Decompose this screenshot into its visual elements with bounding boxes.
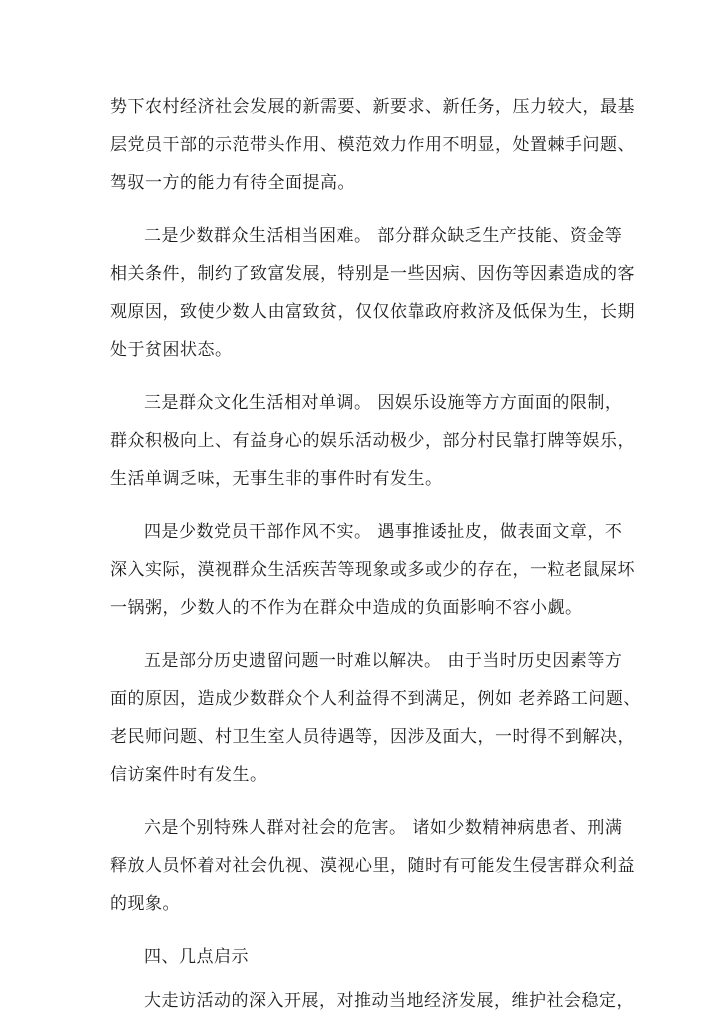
text-line: 层党员干部的示范带头作用、模范效力作用不明显，处置棘手问题、 (110, 135, 635, 155)
text-line: 群众积极向上、有益身心的娱乐活动极少，部分村民靠打牌等娱乐， (110, 431, 635, 451)
text-line: 释放人员怀着对社会仇视、漠视心里，随时有可能发生侵害群众利益 (110, 856, 635, 876)
text-line: 深入实际，漠视群众生活疾苦等现象或多或少的存在，一粒老鼠屎坏 (110, 560, 635, 580)
paragraph-item-2 (110, 217, 635, 369)
text-line: 面的原因，造成少数群众个人利益得不到满足，例如 老养路工问题、 (110, 689, 641, 709)
paragraph-continuation (110, 88, 635, 202)
text-line: 五是部分历史遗留问题一时难以解决。 由于当时历史因素等方 (144, 651, 623, 671)
text-line: 生活单调乏味，无事生非的事件时有发生。 (110, 469, 443, 489)
paragraph-item-5 (110, 642, 641, 794)
text-line: 相关条件，制约了致富发展，特别是一些因病、因伤等因素造成的客 (110, 264, 635, 284)
text-line: 二是少数群众生活相当困难。 部分群众缺乏生产技能、资金等 (144, 226, 623, 246)
text-line: 一锅粥，少数人的不作为在群众中造成的负面影响不容小觑。 (110, 598, 583, 618)
paragraph-item-4 (110, 513, 635, 627)
text-line: 信访案件时有发生。 (110, 765, 268, 785)
text-line: 驾驭一方的能力有待全面提高。 (110, 173, 355, 193)
section-heading: 四、几点启示 (144, 947, 249, 967)
text-line: 六是个别特殊人群对社会的危害。 诸如少数精神病患者、刑满 (144, 818, 623, 838)
paragraph-closing (110, 982, 634, 1020)
text-line: 老民师问题、村卫生室人员待遇等，因涉及面大，一时得不到解决， (110, 727, 635, 747)
text-line: 四是少数党员干部作风不实。 遇事推诿扯皮，做表面文章，不 (144, 522, 623, 542)
text-line: 势下农村经济社会发展的新需要、新要求、新任务，压力较大，最基 (110, 97, 635, 117)
text-line: 三是群众文化生活相对单调。 因娱乐设施等方方面面的限制， (144, 393, 623, 413)
text-line: 大走访活动的深入开展，对推动当地经济发展，维护社会稳定， (144, 991, 634, 1011)
text-line: 观原因，致使少数人由富致贫，仅仅依靠政府救济及低保为生，长期 (110, 302, 635, 322)
document-page (110, 88, 641, 1035)
text-line: 处于贫困状态。 (110, 340, 233, 360)
paragraph-item-3 (110, 384, 635, 498)
paragraph-item-6 (110, 809, 635, 923)
text-line: 的现象。 (110, 894, 180, 914)
